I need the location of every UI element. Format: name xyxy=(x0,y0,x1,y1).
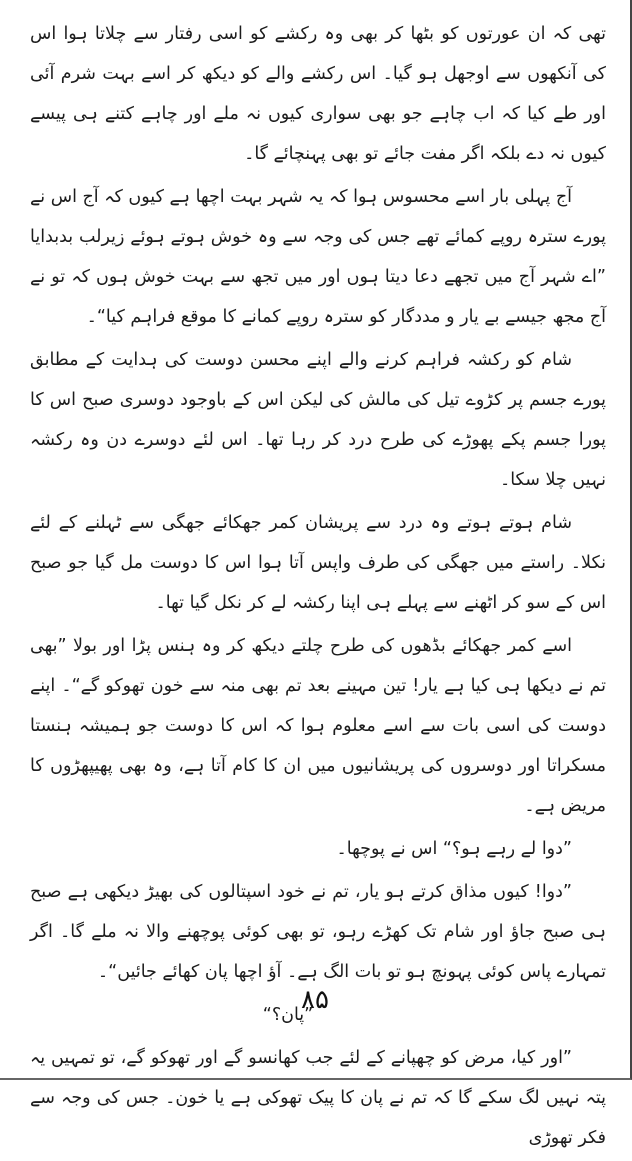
paragraph-4: شام ہوتے ہوتے وہ درد سے پریشان کمر جھکائے جھگی سے ٹہلنے کے لئے نکلا۔ راستے میں جھگی کی طرف واپس آتا ہوا اس کا دوست مل گیا جو صبح اس کے سو کر اٹھنے سے پہلے ہی اپنا رکشہ لے کر نکل گیا تھا۔ xyxy=(30,513,606,613)
paragraph-2: آج پہلی بار اسے محسوس ہوا کہ یہ شہر بہت اچھا ہے کیوں کہ آج اس نے پورے سترہ روپے کمائے تھے جس کی وجہ سے وہ خوش ہوتے ہوئے زیرلب بدبدایا ”اے شہر آج میں تجھے دعا دیتا ہوں اور میں تجھ سے بہت خوش ہوں کہ تو نے آج مجھ جیسے بے یار و مددگار کو سترہ روپے کمانے کا موقع فراہم کیا“۔ xyxy=(30,187,606,327)
page-number: ۸۵ xyxy=(301,985,329,1015)
paragraph-7: ”دوا! کیوں مذاق کرتے ہو یار، تم نے خود اسپتالوں کی بھیڑ دیکھی ہے صبح ہی صبح جاؤ اور شام تک کھڑے رہو، تو بھی کوئی پوچھنے والا نہ ملے گا۔ اگر تمہارے پاس کوئی پہونچ ہو تو بات الگ ہے۔ آؤ اچھا پان کھائے جائیں“۔ xyxy=(30,882,606,982)
paragraph-5: اسے کمر جھکائے بڈھوں کی طرح چلتے دیکھ کر وہ ہنس پڑا اور بولا ”بھی تم نے دیکھا ہی کیا ہے یار! تین مہینے بعد تم بھی منہ سے خون تھوکو گے“۔ اپنے دوست کی اسی بات سے اسے معلوم ہوا کہ اس کا دوست جو ہمیشہ ہنستا مسکراتا اور دوسروں کی پریشانیوں میں ان کا کام آتا ہے، وہ بھی پھیپھڑوں کا مریض ہے۔ xyxy=(30,636,606,816)
paragraph-6: ”دوا لے رہے ہو؟“ اس نے پوچھا۔ xyxy=(336,839,572,859)
paragraph-9: ”اور کیا، مرض کو چھپانے کے لئے جب کھانسو گے اور تھوکو گے، تو تمہیں یہ پتہ نہیں لگ سکے گا کہ تم نے پان کا پیک تھوکی ہے یا خون۔ جس کی وجہ سے فکر تھوڑی xyxy=(30,1048,606,1148)
paragraph-1: تھی کہ ان عورتوں کو بٹھا کر بھی وہ رکشے کو اسی رفتار سے چلاتا ہوا اس کی آنکھوں سے اوجھل ہو گیا۔ اس رکشے والے کو دیکھ کر اسے بہت شرم آئی اور طے کیا کہ اب چاہے جو بھی سواری کیوں نہ ملے اور چاہے کتنے ہی پیسے کیوں نہ دے بلکہ اگر مفت جائے تو بھی پہنچائے گا۔ xyxy=(30,24,606,164)
paragraph-3: شام کو رکشہ فراہم کرنے والے اپنے محسن دوست کی ہدایت کے مطابق پورے جسم پر کڑوے تیل کی مالش کی لیکن اس کے باوجود دوسری صبح اس کا پورا جسم پکے پھوڑے کی طرح درد کر رہا تھا۔ اس لئے دوسرے دن وہ رکشہ نہیں چلا سکا۔ xyxy=(30,350,606,490)
paragraph-8: ”پان؟“ xyxy=(262,1005,314,1025)
